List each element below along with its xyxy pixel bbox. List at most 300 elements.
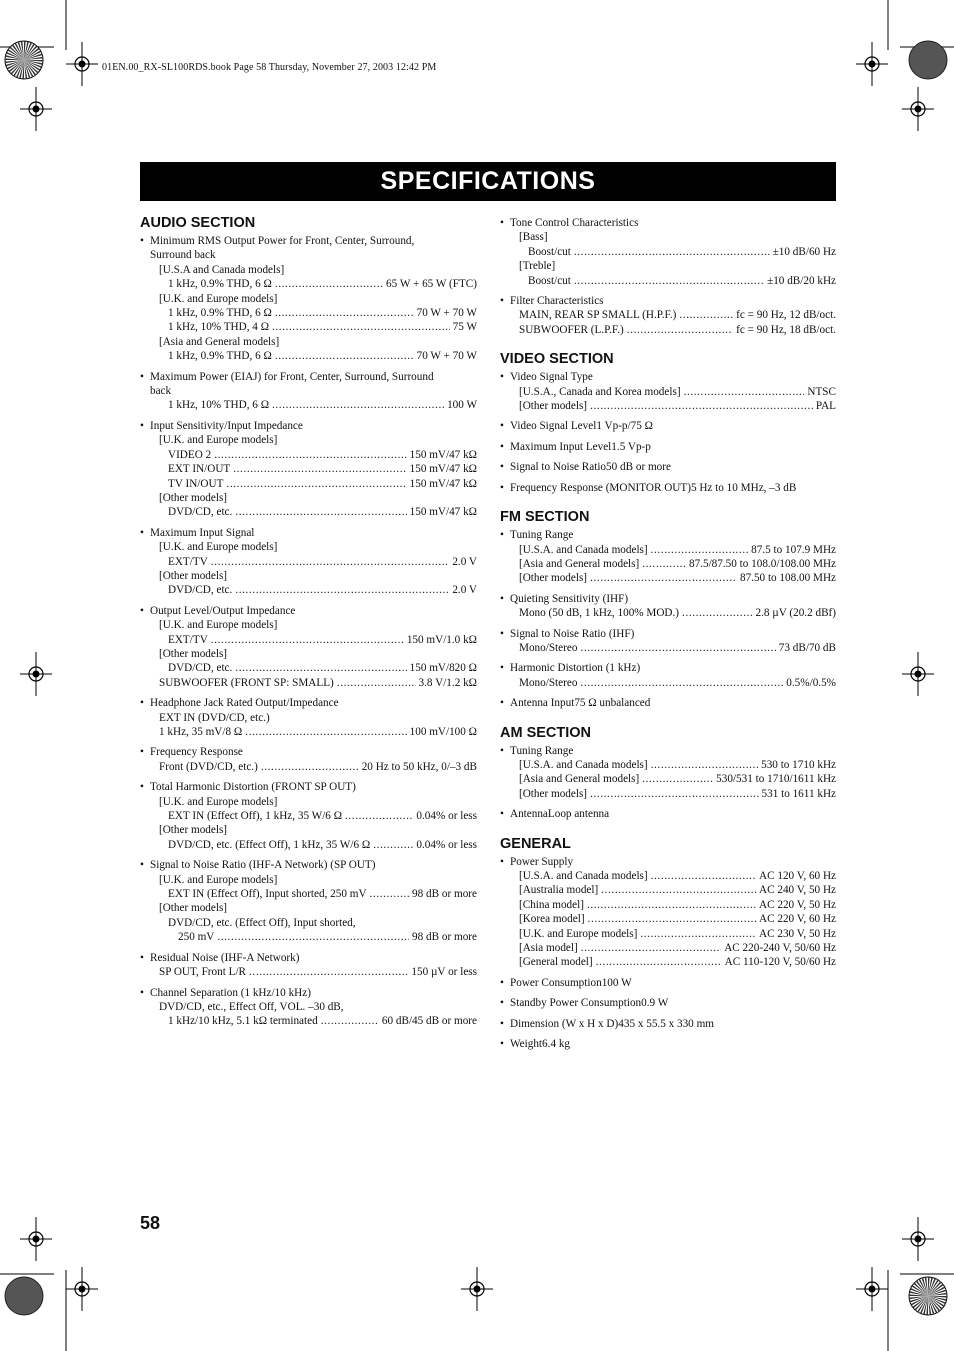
spec-label: TV IN/OUT — [168, 477, 224, 490]
gray-disc-target-icon — [909, 41, 947, 79]
spec-row — [140, 349, 477, 363]
spec-label: [Australia model] — [519, 884, 599, 897]
spec-row — [140, 540, 477, 554]
spec-item — [140, 419, 477, 520]
spec-label: Front (DVD/CD, etc.) — [159, 760, 258, 773]
dot-leader — [580, 676, 783, 690]
spec-item — [500, 807, 836, 821]
spec-value: 70 W + 70 W — [416, 307, 477, 320]
page-number: 58 — [140, 1213, 161, 1233]
spec-value: 2.0 V — [452, 555, 477, 568]
spec-value: 2.8 µV (20.2 dBf) — [755, 607, 836, 620]
spec-label: Mono/Stereo — [519, 676, 578, 689]
spec-row — [140, 320, 477, 334]
spec-row — [500, 955, 836, 969]
spec-label: [U.S.A and Canada models] — [159, 263, 285, 276]
spec-value: 100 mV/100 Ω — [409, 726, 477, 738]
spec-value: AC 220-240 V, 50/60 Hz — [724, 942, 836, 955]
color-wheel-target-icon — [909, 1277, 947, 1315]
spec-row — [140, 477, 477, 491]
spec-value: PAL — [815, 400, 836, 413]
spec-item — [500, 696, 836, 710]
spec-row — [500, 869, 836, 883]
spec-item — [500, 528, 836, 586]
spec-title: • Filter Characteristics — [500, 294, 836, 308]
spec-label: [Asia and General models] — [519, 557, 640, 570]
spec-label: • Frequency Response (MONITOR OUT) — [510, 481, 691, 494]
spec-label: 1 kHz, 35 mV/8 Ω — [159, 726, 243, 738]
spec-item — [140, 986, 477, 1029]
spec-title: • Signal to Noise Ratio (IHF) — [500, 627, 836, 641]
spec-value: 150 mV/1.0 kΩ — [406, 633, 477, 646]
section-heading: AUDIO SECTION — [140, 215, 256, 231]
spec-row — [500, 606, 836, 620]
spec-value: 75 W — [452, 321, 477, 334]
spec-value: 150 mV/47 kΩ — [409, 477, 477, 490]
spec-value: 3.8 V/1.2 kΩ — [418, 676, 477, 689]
right-column — [500, 216, 836, 1057]
spec-row — [140, 583, 477, 597]
spec-item — [500, 996, 836, 1010]
spec-label: [Treble] — [519, 260, 556, 273]
spec-item — [140, 745, 477, 774]
spec-value: 1.5 Vp-p — [611, 440, 651, 453]
dot-leader — [596, 955, 722, 969]
spec-label: 1 kHz, 0.9% THD, 6 Ω — [168, 278, 272, 291]
spec-label: • Video Signal Level — [510, 420, 597, 433]
spec-value: 0.9 W — [641, 997, 669, 1010]
spec-value: 70 W + 70 W — [416, 350, 477, 363]
spec-label: DVD/CD, etc. — [168, 584, 233, 597]
spec-label: • Weight — [510, 1038, 543, 1051]
spec-title: • Signal to Noise Ratio (IHF-A Network) (SP OUT) — [140, 858, 477, 872]
spec-value: 98 dB or more — [412, 931, 477, 944]
spec-label: [U.S.A. and Canada models] — [519, 870, 648, 882]
spec-row — [500, 440, 836, 454]
spec-label: 1 kHz, 10% THD, 6 Ω — [168, 399, 270, 412]
spec-label: [U.S.A., Canada and Korea models] — [519, 385, 681, 398]
dot-leader — [642, 772, 713, 786]
spec-row — [140, 838, 477, 852]
dot-leader — [590, 787, 758, 801]
spec-value: 1 Vp-p/75 Ω — [596, 420, 653, 433]
dot-leader — [214, 448, 406, 462]
spec-row — [500, 996, 836, 1010]
spec-value: AC 220 V, 50 Hz — [759, 898, 836, 911]
spec-row — [500, 481, 836, 495]
spec-item — [500, 294, 836, 337]
spec-label: 250 mV — [178, 931, 215, 944]
section-heading: FM SECTION — [500, 509, 590, 526]
spec-label: Mono/Stereo — [519, 641, 578, 654]
spec-label: [Korea model] — [519, 913, 585, 926]
spec-label: DVD/CD, etc., Effect Off, VOL. –30 dB, — [159, 1000, 344, 1013]
spec-row — [500, 758, 836, 772]
spec-label: 1 kHz, 0.9% THD, 6 Ω — [168, 350, 272, 363]
spec-item — [500, 419, 836, 433]
spec-title: • Maximum Input Signal — [140, 526, 477, 540]
dot-leader — [272, 398, 444, 412]
spec-title: • Channel Separation (1 kHz/10 kHz) — [140, 986, 477, 1000]
spec-row — [500, 912, 836, 926]
spec-row — [500, 807, 836, 821]
spec-row — [140, 306, 477, 320]
spec-row — [500, 976, 836, 990]
dot-leader — [235, 583, 449, 597]
spec-label: SUBWOOFER (FRONT SP: SMALL) — [159, 676, 334, 689]
spec-label: [China model] — [519, 898, 584, 911]
spec-label: DVD/CD, etc. (Effect Off), 1 kHz, 35 W/6 Ω — [168, 838, 371, 851]
spec-title: • Tone Control Characteristics — [500, 216, 836, 230]
spec-label: [Bass] — [519, 231, 548, 244]
spec-row — [500, 787, 836, 801]
spec-row — [500, 772, 836, 786]
spec-label: DVD/CD, etc. (Effect Off), Input shorted, — [168, 916, 356, 929]
spec-row — [140, 676, 477, 690]
spec-label: • Antenna — [510, 808, 548, 821]
spec-title: • Output Level/Output Impedance — [140, 604, 477, 618]
spec-row — [140, 618, 477, 632]
spec-label: [Asia and General models] — [519, 773, 640, 786]
spec-value: ±10 dB/60 Hz — [772, 245, 836, 258]
spec-title: • Minimum RMS Output Power for Front, Center, Surround, — [140, 234, 477, 248]
spec-row — [140, 661, 477, 675]
spec-item — [140, 604, 477, 690]
spec-label: EXT IN/OUT — [168, 463, 231, 476]
spec-label: • Dimension (W x H x D) — [510, 1017, 619, 1030]
spec-value: 531 to 1611 kHz — [761, 787, 836, 800]
spec-row — [500, 927, 836, 941]
dot-leader — [574, 245, 770, 259]
spec-label: [Other models] — [519, 787, 588, 800]
spec-label: EXT IN (DVD/CD, etc.) — [159, 711, 270, 724]
dot-leader — [590, 399, 813, 413]
spec-row — [500, 230, 836, 244]
spec-label: • Antenna Input — [510, 697, 575, 710]
spec-row — [140, 462, 477, 476]
spec-value: 0.04% or less — [416, 810, 477, 823]
spec-value: 20 Hz to 50 kHz, 0/–3 dB — [361, 760, 477, 773]
spec-row — [140, 965, 477, 979]
spec-row — [500, 274, 836, 288]
spec-item — [140, 858, 477, 944]
dot-leader — [640, 927, 756, 941]
spec-item — [500, 855, 836, 970]
crosshair-target-icon — [66, 1267, 98, 1311]
spec-label: [Asia and General models] — [159, 335, 280, 348]
spec-row — [140, 633, 477, 647]
spec-row — [500, 883, 836, 897]
spec-row — [140, 263, 477, 277]
spec-item — [500, 370, 836, 413]
dot-leader — [370, 887, 410, 901]
spec-row — [140, 901, 477, 915]
spec-value: 530 to 1710 kHz — [761, 758, 836, 771]
spec-row — [140, 760, 477, 774]
spec-row — [500, 571, 836, 585]
spec-label: • Maximum Input Level — [510, 440, 612, 453]
spec-row — [140, 887, 477, 901]
spec-value: 6.4 kg — [542, 1038, 571, 1051]
spec-row — [140, 823, 477, 837]
spec-label: [U.K. and Europe models] — [519, 927, 638, 940]
spec-row — [500, 543, 836, 557]
dot-leader — [684, 385, 805, 399]
spec-value: 87.5/87.50 to 108.0/108.00 MHz — [689, 557, 836, 570]
spec-title: • Total Harmonic Distortion (FRONT SP OUT) — [140, 780, 477, 794]
spec-title: • Video Signal Type — [500, 370, 836, 384]
spec-value: AC 110-120 V, 50/60 Hz — [724, 956, 836, 969]
spec-title: • Input Sensitivity/Input Impedance — [140, 419, 477, 433]
crosshair-target-icon — [902, 652, 934, 696]
dot-leader — [235, 505, 406, 519]
spec-item — [500, 661, 836, 690]
dot-leader — [581, 941, 722, 955]
spec-row — [140, 647, 477, 661]
spec-row — [140, 873, 477, 887]
spec-label: [Other models] — [519, 572, 588, 585]
spec-title: • Residual Noise (IHF-A Network) — [140, 951, 477, 965]
spec-item — [140, 526, 477, 598]
dot-leader — [580, 641, 775, 655]
dot-leader — [272, 320, 450, 334]
spec-label: [U.K. and Europe models] — [159, 795, 278, 808]
dot-leader — [588, 912, 756, 926]
color-wheel-target-icon — [5, 41, 43, 79]
dot-leader — [651, 543, 749, 557]
spec-label: [Other models] — [159, 647, 228, 660]
dot-leader — [261, 760, 359, 774]
spec-row — [140, 505, 477, 519]
spec-row — [140, 569, 477, 583]
page-title: SPECIFICATIONS — [140, 162, 836, 201]
spec-label: EXT IN (Effect Off), Input shorted, 250 mV — [168, 888, 367, 901]
spec-value: 5 Hz to 10 MHz, –3 dB — [690, 481, 797, 494]
spec-row — [140, 1000, 477, 1014]
spec-row — [140, 711, 477, 725]
spec-item — [140, 951, 477, 980]
dot-leader — [682, 606, 752, 620]
spec-row — [140, 335, 477, 349]
dot-leader — [651, 869, 756, 883]
spec-label: [U.K. and Europe models] — [159, 434, 278, 447]
spec-row — [140, 795, 477, 809]
dot-leader — [235, 661, 406, 675]
spec-value: AC 120 V, 60 Hz — [759, 870, 836, 882]
dot-leader — [337, 676, 416, 690]
spec-label: • Signal to Noise Ratio — [510, 461, 607, 474]
dot-leader — [642, 557, 686, 571]
spec-value: 150 mV/47 kΩ — [409, 463, 477, 476]
spec-label: SUBWOOFER (L.P.F.) — [519, 323, 624, 336]
spec-label: [General model] — [519, 956, 593, 969]
spec-value: 150 mV/47 kΩ — [409, 506, 477, 519]
spec-item — [500, 744, 836, 802]
gray-disc-target-icon — [5, 1277, 43, 1315]
crosshair-target-icon — [20, 87, 52, 131]
spec-value: 60 dB/45 dB or more — [381, 1015, 477, 1028]
dot-leader — [679, 308, 733, 322]
spec-label: 1 kHz, 0.9% THD, 6 Ω — [168, 307, 272, 320]
spec-row — [500, 557, 836, 571]
spec-value: 0.5%/0.5% — [786, 676, 836, 689]
crosshair-target-icon — [20, 1217, 52, 1261]
spec-value: 87.50 to 108.00 MHz — [739, 572, 836, 585]
section-heading: VIDEO SECTION — [500, 351, 614, 368]
spec-label: [U.K. and Europe models] — [159, 541, 278, 554]
spec-value: NTSC — [807, 385, 836, 398]
spec-row — [500, 245, 836, 259]
spec-value: 87.5 to 107.9 MHz — [751, 543, 836, 556]
spec-title: • Frequency Response — [140, 745, 477, 759]
spec-title: • Power Supply — [500, 855, 836, 869]
spec-row — [140, 277, 477, 291]
spec-row — [140, 491, 477, 505]
spec-value: 98 dB or more — [412, 888, 477, 901]
spec-value: 65 W + 65 W (FTC) — [386, 278, 477, 291]
spec-row — [500, 259, 836, 273]
dot-leader — [345, 809, 413, 823]
spec-row — [140, 398, 477, 412]
spec-value: 150 µV or less — [411, 966, 477, 979]
spec-value: AC 220 V, 60 Hz — [759, 913, 836, 926]
spec-value: 530/531 to 1710/1611 kHz — [716, 773, 836, 786]
spec-title: • Maximum Power (EIAJ) for Front, Center, Surround, Surround — [140, 370, 477, 384]
spec-label: • Standby Power Consumption — [510, 997, 642, 1010]
spec-label: VIDEO 2 — [168, 448, 212, 461]
crosshair-target-icon — [20, 652, 52, 696]
spec-title: • Tuning Range — [500, 744, 836, 758]
spec-row — [500, 676, 836, 690]
spec-label: • Power Consumption — [510, 976, 602, 989]
spec-label: DVD/CD, etc. — [168, 662, 233, 675]
spec-row — [140, 916, 477, 930]
dot-leader — [601, 883, 756, 897]
dot-leader — [245, 725, 406, 739]
spec-label: [Other models] — [519, 400, 588, 413]
spec-label: Mono (50 dB, 1 kHz, 100% MOD.) — [519, 607, 680, 620]
spec-value: fc = 90 Hz, 18 dB/oct. — [736, 323, 836, 336]
dot-leader — [275, 277, 383, 291]
spec-label: EXT/TV — [168, 633, 208, 646]
dot-leader — [217, 930, 409, 944]
dot-leader — [590, 571, 737, 585]
dot-leader — [275, 306, 414, 320]
spec-label: [Other models] — [159, 491, 228, 504]
spec-item — [500, 1017, 836, 1031]
spec-row — [500, 399, 836, 413]
spec-row — [500, 641, 836, 655]
spec-title: • Headphone Jack Rated Output/Impedance — [140, 696, 477, 710]
spec-value: Loop antenna — [547, 808, 610, 821]
spec-label: EXT/TV — [168, 555, 208, 568]
spec-row — [500, 308, 836, 322]
spec-row — [500, 898, 836, 912]
spec-value: ±10 dB/20 kHz — [767, 274, 836, 287]
dot-leader — [651, 758, 758, 772]
spec-label: 1 kHz/10 kHz, 5.1 kΩ terminated — [168, 1015, 318, 1028]
spec-row — [140, 433, 477, 447]
crosshair-target-icon — [902, 1217, 934, 1261]
dot-leader — [321, 1014, 379, 1028]
spec-value: 0.04% or less — [416, 838, 477, 851]
spec-row — [500, 1017, 836, 1031]
spec-item — [500, 481, 836, 495]
spec-label: [Other models] — [159, 569, 228, 582]
spec-item — [500, 460, 836, 474]
spec-label: SP OUT, Front L/R — [159, 966, 247, 979]
dot-leader — [226, 477, 406, 491]
spec-row — [500, 460, 836, 474]
spec-row — [140, 448, 477, 462]
dot-leader — [211, 555, 450, 569]
crosshair-target-icon — [461, 1267, 493, 1311]
spec-item — [500, 216, 836, 288]
spec-title: • Harmonic Distortion (1 kHz) — [500, 661, 836, 675]
spec-item — [500, 627, 836, 656]
crosshair-target-icon — [856, 42, 888, 86]
spec-label: EXT IN (Effect Off), 1 kHz, 35 W/6 Ω — [168, 810, 343, 823]
spec-label: [U.S.A. and Canada models] — [519, 758, 648, 771]
spec-label: [U.S.A. and Canada models] — [519, 543, 648, 556]
spec-row — [500, 696, 836, 710]
spec-item — [140, 696, 477, 739]
spec-value: 100 W — [447, 399, 477, 412]
spec-label: DVD/CD, etc. — [168, 506, 233, 519]
spec-value: 150 mV/47 kΩ — [409, 448, 477, 461]
spec-label: 1 kHz, 10% THD, 4 Ω — [168, 321, 270, 334]
spec-item — [500, 440, 836, 454]
spec-label: Boost/cut — [528, 245, 571, 258]
spec-row — [500, 1037, 836, 1051]
spec-row — [500, 323, 836, 337]
left-column — [140, 214, 477, 1035]
spec-label: MAIN, REAR SP SMALL (H.P.F.) — [519, 309, 677, 322]
spec-value: 75 Ω unbalanced — [574, 697, 651, 710]
spec-value: AC 240 V, 50 Hz — [759, 884, 836, 897]
dot-leader — [574, 274, 764, 288]
spec-title-cont: Surround back — [150, 249, 216, 262]
spec-title: • Tuning Range — [500, 528, 836, 542]
spec-row — [140, 292, 477, 306]
dot-leader — [275, 349, 414, 363]
spec-item — [500, 976, 836, 990]
spec-value: fc = 90 Hz, 12 dB/oct. — [736, 309, 836, 322]
spec-value: 100 W — [601, 976, 632, 989]
spec-row — [500, 419, 836, 433]
crosshair-target-icon — [66, 42, 98, 86]
section-heading: GENERAL — [500, 835, 571, 852]
spec-item — [500, 592, 836, 621]
spec-label: [Other models] — [159, 902, 228, 915]
spec-item — [140, 780, 477, 852]
spec-row — [140, 1014, 477, 1028]
spec-title: • Quieting Sensitivity (IHF) — [500, 592, 836, 606]
spec-value: 150 mV/820 Ω — [409, 662, 477, 675]
spec-value: AC 230 V, 50 Hz — [759, 927, 836, 940]
spec-value: 2.0 V — [452, 584, 477, 597]
spec-label: [U.K. and Europe models] — [159, 619, 278, 632]
crosshair-target-icon — [856, 1267, 888, 1311]
dot-leader — [233, 462, 406, 476]
dot-leader — [587, 898, 756, 912]
spec-value: 435 x 55.5 x 330 mm — [618, 1017, 714, 1030]
spec-value: 73 dB/70 dB — [778, 641, 836, 654]
crosshair-target-icon — [902, 87, 934, 131]
spec-value: 50 dB or more — [606, 461, 671, 474]
spec-label: [U.K. and Europe models] — [159, 292, 278, 305]
spec-label: Boost/cut — [528, 274, 571, 287]
